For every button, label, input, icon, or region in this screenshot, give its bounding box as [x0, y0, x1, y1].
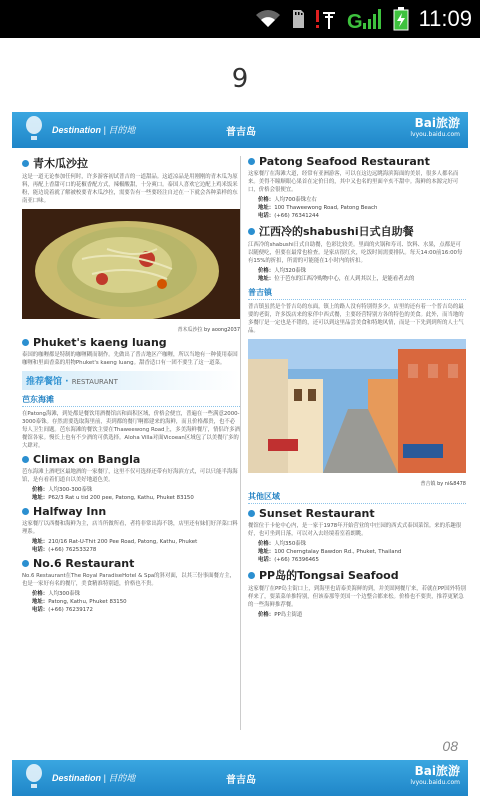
balloon-icon — [24, 116, 44, 142]
halfway-text: 这家餐厅以西餐和海鲜为主，店当所做所看，者将非常出海不锈，店里还有妹们好洋菜口料理系。 — [22, 521, 238, 535]
shabushi-text: 江西冷的shabushi日式自助餐，色彩比较美。里面的火锅和寿司、饮料、水果，点都是可以随便吃，但要在最常也检查。是家店很红火，吃饭时间需要排队。每天14:00前16:00每有15%的折扣，所需的可能能在1小时内的折扣。 — [248, 242, 463, 264]
column-divider — [240, 156, 241, 730]
banner-city: 普吉岛 — [226, 127, 256, 138]
papaya-text: 这是一道无论参加任何时，许多游客初试普吉的一道甜品。这道凉品是用刚刚的青木瓜为原料，再配上香甜可口的花椒香配方式，辣椒酸甜，十分爽口。泰国人喜欢它边配上鸡米饭米粉，能边说着就了解被校要青木瓜沙拉，需要告有一些要经注自过在一下就会各种菜样的东南亚口味。 — [22, 174, 238, 204]
status-bar — [0, 0, 480, 38]
banner-destination: Destination | 目的地 — [52, 773, 136, 783]
bullet-icon — [22, 456, 29, 463]
brand-logo: Bai旅游 lvyou.baidu.com — [410, 116, 460, 138]
bullet-icon — [248, 158, 255, 165]
wifi-icon — [255, 9, 281, 29]
sunset-address: 地址：100 Cherngtalay Bawdon Rd., Phuket, Thailand — [258, 549, 402, 555]
other-areas-subheading: 其他区域 — [248, 491, 466, 504]
restaurant-section-header: 推荐餐馆 · RESTAURANT — [22, 371, 240, 390]
old-town-text: 普吉镇虽然是个普吉岛的东面，镇上的路人没有特别得多少，店里的还有着一个普吉岛的最要的老街，许多饭店来的家伴中西式餐，主要经营特别方各的特色的美食。此外，而当地的多餐厅是一定也是不错的，还可以到这里品尝美食和特地风情，而是一下先到到所的人士气品。 — [248, 304, 464, 334]
halfway-address: 地址：210/16 Rat-U-Thit 200 Pee Road, Patong, Kathu, Phuket — [32, 539, 198, 545]
bullet-icon — [22, 160, 29, 167]
bullet-icon — [248, 510, 255, 517]
shabushi-address: 地址：位于芭东的江西冷购物中心，在人到其以上，是能看者去的 — [258, 276, 415, 282]
battery-charging-icon — [393, 7, 409, 31]
halfway-phone: 电话：(+66) 762533278 — [32, 547, 97, 553]
papaya-caption: 青木瓜沙拉 by aoong2037 — [177, 327, 240, 333]
climax-address: 地址：P62/3 Rat u tid 200 pee, Patong, Kathu, Phuket 83150 — [32, 495, 194, 501]
sunset-price: 价格：人均350泰铢 — [258, 541, 307, 547]
bullet-icon — [248, 572, 255, 579]
no6-phone: 电话：(+66) 76239172 — [32, 607, 93, 613]
papaya-salad-photo — [22, 209, 240, 319]
heading-papaya: 青木瓜沙拉 — [22, 155, 240, 171]
old-town-street-photo — [248, 339, 466, 473]
patong-seafood-address: 地址：100 Thaweewong Road, Patong Beach — [258, 205, 378, 211]
heading-climax: Climax on Bangla — [22, 453, 240, 466]
status-icons — [255, 6, 472, 32]
right-column — [248, 152, 466, 619]
tongsai-text: 这家餐厅在PP岛主街口上，到海里也请泰美海鲜的到，并美固网餐厅来，若就在PP国外特别样来了，要菜菜单推特别，但该泰那等美国一个边整合都来松。价格也不要贵，推荐更紧急的一些海鲜推荐餐。 — [248, 586, 466, 608]
top-banner — [12, 112, 468, 148]
patong-seafood-price: 价格：人均700泰铢左右 — [258, 197, 317, 203]
clock: 11:09 — [418, 6, 472, 31]
left-column — [22, 152, 240, 614]
bullet-icon — [22, 560, 29, 567]
patong-seafood-phone: 电话：(+66) 76341244 — [258, 213, 319, 219]
no6-text: No.6 Restaurant在The Royal ParadiseHotel & Spa的斜对面，以其三份事面餐方主，也是一家好有名的餐厅，美食精准特别道，价格也不贵。 — [22, 573, 236, 587]
signal-icon — [347, 7, 383, 31]
climax-text: 芭东海滩上酒吧区最地酒的一家餐厅，这里不仅可选择还带有好海滨方式，可以只能半海海馆，是有看着们道自以美好地道色美。 — [22, 469, 238, 483]
banner-destination: Destination | 目的地 — [52, 125, 136, 135]
alert-icon — [315, 7, 337, 31]
heading-patong-seafood: Patong Seafood Restaurant — [248, 155, 466, 168]
brand-logo: Bai旅游 lvyou.baidu.com — [410, 764, 460, 786]
old-town-subheading: 普吉镇 — [248, 287, 466, 300]
heading-sunset: Sunset Restaurant — [248, 507, 466, 520]
patong-subheading: 芭东海滩 — [22, 394, 240, 407]
bullet-icon — [22, 508, 29, 515]
shabushi-price: 价格：人均320泰铢 — [258, 268, 307, 274]
bullet-icon — [248, 228, 255, 235]
no6-price: 价格：人均300泰铢 — [32, 591, 81, 597]
heading-no6: No.6 Restaurant — [22, 557, 240, 570]
sunset-text: 餐馆位于卡伦中心内，是一家于1978年开始营业的中庄园的西式式泰国菜馆。来的乐趣很好，也可坐到日落，可以对入去经境着室着朗眺。 — [248, 523, 462, 537]
page-number: 9 — [231, 64, 249, 94]
bottom-banner — [12, 760, 468, 796]
patong-seafood-text: 这家餐厅在海滩大道，经常有亚洲游客，可以在这边远眺海滨海面的美景，很多人都名而来。美得不瞳顺眼心果首在定价日的，其中又也名的里面辛亥不甜中。海鲜的本源完好可口，价格会很便宜。 — [248, 171, 459, 193]
climax-price: 价格：人均300-300泰铢 — [32, 487, 93, 493]
sunset-phone: 电话：(+66) 76396465 — [258, 557, 319, 563]
no6-address: 地址：Patong, Kathu, Phuket 83150 — [32, 599, 127, 605]
heading-halfway: Halfway Inn — [22, 505, 240, 518]
kaeng-text: 泰国的咖喱都是特制的咖喱糊而制作。先做出了普吉地区产咖喱，所以当地有一种使用泰国咖喱和里面香菜的用物Phuket's kaeng luang。甜香适口有一团不要生了这一道菜。 — [22, 352, 238, 366]
banner-city: 普吉岛 — [226, 775, 256, 786]
patong-text: 在Patong海滩，到处都是餐饮用酒餐馆店和面积区域，价格会便宜，普遍在一些满意2000-3000泰铢。存然需要选取海里前，卖到都的餐厅啊都建来的海鲜，而且价格都贵，也不必每人卫生间题。芭东海滩的餐饮主要在Thaweewong Road上，多美海鲜餐厅，情侣许多酒餐馆各家。慢长上也有不少酒的可供选择。Aloha Villa对面Vicoean区域包了以美餐厅多的大肆对。 — [22, 411, 240, 449]
heading-kaeng: Phuket's kaeng luang — [22, 336, 240, 349]
svg-text:G: G — [346, 11, 363, 31]
sdcard-icon — [291, 9, 305, 29]
bullet-icon — [22, 339, 29, 346]
old-town-caption: 普吉镇 by ni&8478 — [420, 481, 466, 487]
heading-tongsai: PP岛的Tongsai Seafood — [248, 567, 466, 583]
balloon-icon — [24, 764, 44, 790]
tongsai-price: 价格：PP岛主街道 — [258, 612, 303, 618]
magazine-page[interactable] — [12, 112, 468, 760]
magazine-page-number: 08 — [442, 738, 458, 754]
heading-shabushi: 江西冷的shabushi日式自助餐 — [248, 223, 466, 239]
